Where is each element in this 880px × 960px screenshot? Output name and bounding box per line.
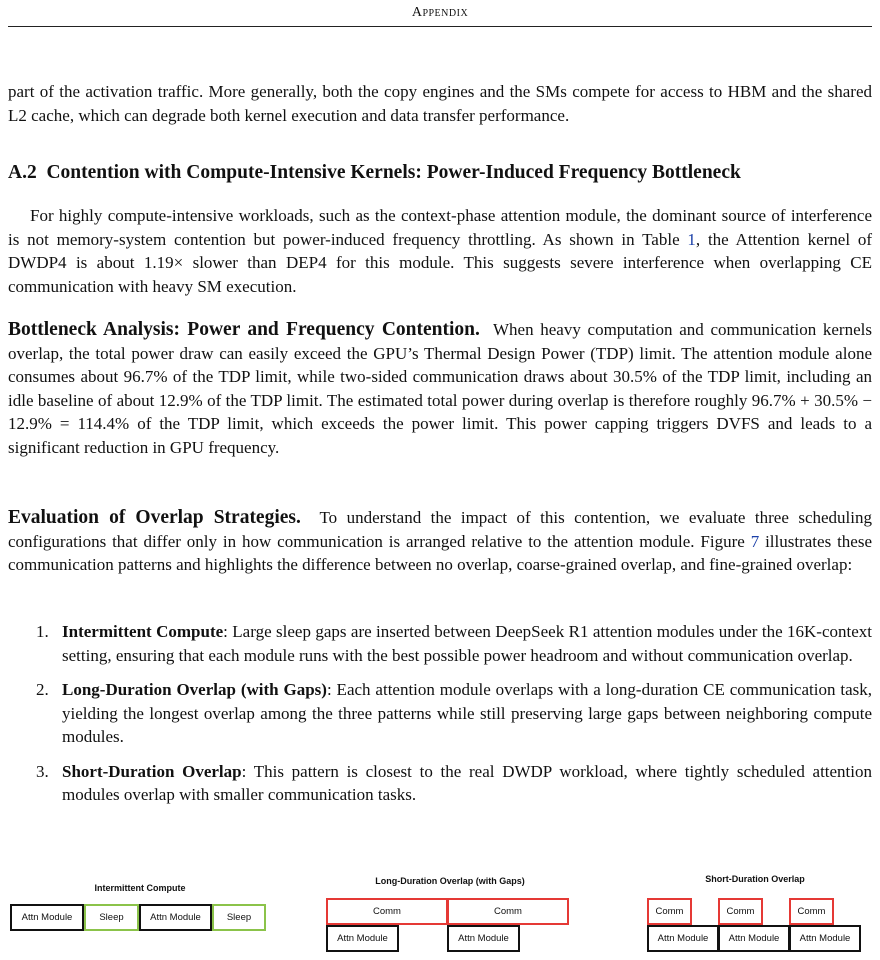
intro-paragraph: part of the activation traffic. More generally, both the copy engines and the SMs compete for access to HBM and the shared L2 cache, which can degrade both kernel execution and data transfer performance. [8,82,872,125]
attn-module-block: Attn Module [718,925,790,952]
list-item-term: Long-Duration Overlap (with Gaps) [62,680,327,699]
list-item [26,620,872,667]
paragraph-1-text-b: , the Attention kernel of DWDP4 is about 1.19× slower than DEP4 for this module. This suggests severe interference when overlapping CE communication with heavy SM execution. [8,229,872,296]
figure-overlap-patterns [0,860,880,960]
attn-module-block: Attn Module [139,904,212,931]
running-header [0,0,880,21]
comm-block: Comm [789,898,834,925]
comm-block: Comm [326,898,448,925]
panel-2-title: Long-Duration Overlap (with Gaps) [375,876,525,886]
list-item-number: 2. [36,680,49,699]
list-item-term: Intermittent Compute [62,622,224,641]
paragraph-2-text: When heavy computation and communication kernels overlap, the total power draw can easily exceed the GPU’s Thermal Design Power (TDP) limit. The attention module alone consumes about 96.7% of the TDP limit, while two-sided communication draws about 30.5% of the TDP limit, including an idle baseline of about 12.9% of the TDP limit. The estimated total power during overlap is therefore roughly 96.7% + 30.5% − 12.9% = 114.4% of the TDP limit, which exceeds the power limit. This power capping triggers DVFS and leads to a significant reduction in GPU frequency. [8,320,872,457]
paragraph-2 [8,318,872,459]
paragraph-2-heading: Bottleneck Analysis: Power and Frequency Contention. [8,319,480,340]
attn-module-block: Attn Module [789,925,861,952]
list-item-number: 1. [36,622,49,641]
running-header-title: Appendix [411,5,469,20]
panel-3-title: Short-Duration Overlap [705,874,805,884]
list-item-text: : Each attention module overlaps with a long-duration CE communication task, yielding the longest overlap among the three patterns while still preserving large gaps between neighboring compute modules. [62,680,872,746]
section-title: Contention with Compute-Intensive Kernels: Power-Induced Frequency Bottleneck [46,162,741,183]
sleep-block: Sleep [212,904,266,931]
header-rule [8,26,872,27]
attn-module-block: Attn Module [10,904,84,931]
table-ref-link[interactable]: 1 [687,229,696,249]
panel-1-title: Intermittent Compute [94,883,186,893]
paragraph-1-text-a: For highly compute-intensive workloads, such as the context-phase attention module, the dominant source of interference is not memory-system contention but power-induced frequency throttling. As shown in Table [8,206,872,249]
list-item-term: Short-Duration Overlap [62,761,242,781]
strategy-list [26,620,872,818]
paragraph-3-text-b: illustrates these communication patterns and highlights the difference between no overlap, coarse-grained overlap, and fine-grained overlap: [8,531,872,574]
paragraph-1 [8,204,872,298]
list-item-text: : This pattern is closest to the real DWDP workload, where tightly scheduled attention modules overlap with smaller communication tasks. [62,761,873,804]
attn-module-block: Attn Module [447,925,520,952]
figure-ref-link[interactable]: 7 [750,531,760,551]
comm-block: Comm [718,898,763,925]
section-number: A.2 [8,162,37,183]
list-item [26,678,872,749]
list-item-text: : Large sleep gaps are inserted between DeepSeek R1 attention modules under the 16K-context setting, ensuring that each module runs with the best possible power headroom and without communication overlap. [62,622,873,665]
comm-block: Comm [647,898,692,925]
sleep-block: Sleep [84,904,139,931]
attn-module-block: Attn Module [647,925,719,952]
comm-block: Comm [447,898,569,925]
section-heading [8,162,872,184]
list-item-number: 3. [36,761,49,781]
paragraph-3-heading: Evaluation of Overlap Strategies. [8,507,301,528]
paragraph-3 [8,506,872,577]
attn-module-block: Attn Module [326,925,399,952]
list-item [26,760,872,807]
paragraph-3-text-a: To understand the impact of this contention, we evaluate three scheduling configurations that differ only in how communication is arranged relative to the attention module. Figure [8,508,872,551]
